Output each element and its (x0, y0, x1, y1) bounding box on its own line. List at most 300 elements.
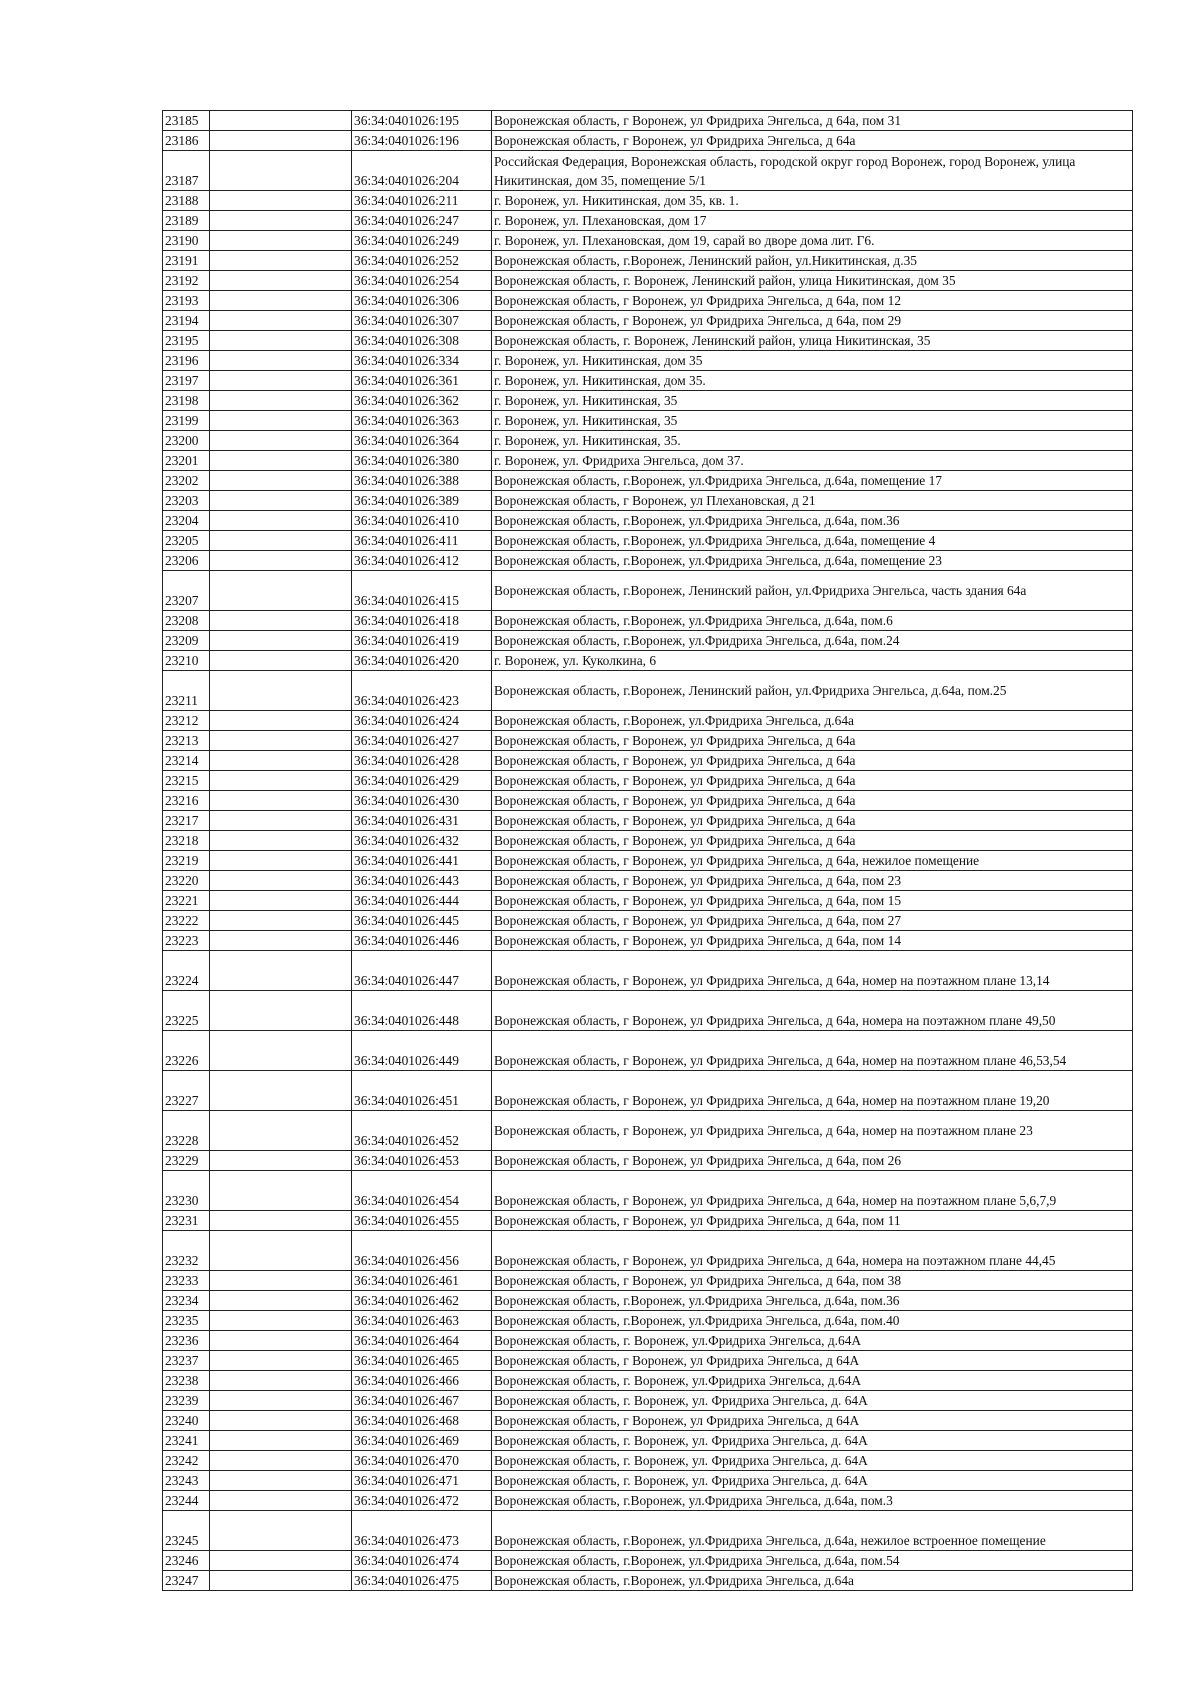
row-number-cell: 23188 (163, 191, 210, 211)
row-number-cell: 23193 (163, 291, 210, 311)
cadastral-number-cell: 36:34:0401026:363 (352, 411, 492, 431)
cadastral-number-cell: 36:34:0401026:420 (352, 651, 492, 671)
row-number-cell: 23204 (163, 511, 210, 531)
cadastral-number-cell: 36:34:0401026:307 (352, 311, 492, 331)
row-number-cell: 23232 (163, 1231, 210, 1271)
cadastral-number-cell: 36:34:0401026:453 (352, 1151, 492, 1171)
table-row (163, 1451, 1133, 1471)
blank-cell (210, 1151, 352, 1171)
cadastral-number-cell: 36:34:0401026:388 (352, 471, 492, 491)
registry-table (162, 110, 1133, 1591)
row-number-cell: 23231 (163, 1211, 210, 1231)
blank-cell (210, 351, 352, 371)
address-cell: Воронежская область, г Воронеж, ул Фридриха Энгельса, д 64а, пом 23 (492, 871, 1133, 891)
table-row (163, 751, 1133, 771)
table-row (163, 511, 1133, 531)
registry-table-body (163, 111, 1133, 1591)
cadastral-number-cell: 36:34:0401026:469 (352, 1431, 492, 1451)
address-cell: Воронежская область, г Воронеж, ул Фридриха Энгельса, д 64а (492, 771, 1133, 791)
table-row (163, 491, 1133, 511)
cadastral-number-cell: 36:34:0401026:475 (352, 1571, 492, 1591)
address-cell: Воронежская область, г Воронеж, ул Фридриха Энгельса, д 64а, номер на поэтажном плане 23 (492, 1111, 1133, 1151)
cadastral-number-cell: 36:34:0401026:443 (352, 871, 492, 891)
blank-cell (210, 511, 352, 531)
cadastral-number-cell: 36:34:0401026:249 (352, 231, 492, 251)
table-row (163, 1411, 1133, 1431)
blank-cell (210, 931, 352, 951)
table-row (163, 871, 1133, 891)
blank-cell (210, 1551, 352, 1571)
address-cell: Воронежская область, г. Воронеж, ул. Фридриха Энгельса, д. 64А (492, 1391, 1133, 1411)
address-cell: Воронежская область, г. Воронеж, ул.Фридриха Энгельса, д.64А (492, 1331, 1133, 1351)
table-row (163, 931, 1133, 951)
cadastral-number-cell: 36:34:0401026:471 (352, 1471, 492, 1491)
table-row (163, 1571, 1133, 1591)
blank-cell (210, 831, 352, 851)
blank-cell (210, 471, 352, 491)
address-cell: г. Воронеж, ул. Никитинская, дом 35. (492, 371, 1133, 391)
cadastral-number-cell: 36:34:0401026:429 (352, 771, 492, 791)
blank-cell (210, 1071, 352, 1111)
address-cell: Воронежская область, г.Воронеж, Ленинский район, ул.Никитинская, д.35 (492, 251, 1133, 271)
address-cell: Воронежская область, г Воронеж, ул Фридриха Энгельса, д 64а (492, 811, 1133, 831)
cadastral-number-cell: 36:34:0401026:449 (352, 1031, 492, 1071)
blank-cell (210, 151, 352, 191)
address-cell: Воронежская область, г Воронеж, ул Фридриха Энгельса, д 64а, номер на поэтажном плане 19,20 (492, 1071, 1133, 1111)
row-number-cell: 23235 (163, 1311, 210, 1331)
address-cell: г. Воронеж, ул. Фридриха Энгельса, дом 37. (492, 451, 1133, 471)
blank-cell (210, 231, 352, 251)
address-cell: Воронежская область, г Воронеж, ул Фридриха Энгельса, д 64а, пом 29 (492, 311, 1133, 331)
address-cell: г. Воронеж, ул. Никитинская, дом 35 (492, 351, 1133, 371)
table-row (163, 731, 1133, 751)
address-cell: Воронежская область, г. Воронеж, ул.Фридриха Энгельса, д.64А (492, 1371, 1133, 1391)
address-cell: Воронежская область, г Воронеж, ул Фридриха Энгельса, д 64А (492, 1351, 1133, 1371)
table-row (163, 1471, 1133, 1491)
address-cell: Воронежская область, г Воронеж, ул Фридриха Энгельса, д 64а (492, 831, 1133, 851)
blank-cell (210, 131, 352, 151)
blank-cell (210, 291, 352, 311)
row-number-cell: 23207 (163, 571, 210, 611)
address-cell: Воронежская область, г.Воронеж, ул.Фридриха Энгельса, д.64а, помещение 17 (492, 471, 1133, 491)
blank-cell (210, 711, 352, 731)
address-cell: Воронежская область, г.Воронеж, Ленинский район, ул.Фридриха Энгельса, часть здания 64а (492, 571, 1133, 611)
cadastral-number-cell: 36:34:0401026:456 (352, 1231, 492, 1271)
blank-cell (210, 1471, 352, 1491)
cadastral-number-cell: 36:34:0401026:447 (352, 951, 492, 991)
blank-cell (210, 891, 352, 911)
blank-cell (210, 311, 352, 331)
row-number-cell: 23220 (163, 871, 210, 891)
blank-cell (210, 731, 352, 751)
cadastral-number-cell: 36:34:0401026:411 (352, 531, 492, 551)
cadastral-number-cell: 36:34:0401026:452 (352, 1111, 492, 1151)
cadastral-number-cell: 36:34:0401026:444 (352, 891, 492, 911)
blank-cell (210, 571, 352, 611)
row-number-cell: 23246 (163, 1551, 210, 1571)
cadastral-number-cell: 36:34:0401026:467 (352, 1391, 492, 1411)
row-number-cell: 23190 (163, 231, 210, 251)
cadastral-number-cell: 36:34:0401026:362 (352, 391, 492, 411)
row-number-cell: 23234 (163, 1291, 210, 1311)
table-row (163, 571, 1133, 611)
address-cell: Воронежская область, г.Воронеж, ул.Фридриха Энгельса, д.64а (492, 1571, 1133, 1591)
address-cell: Воронежская область, г Воронеж, ул Фридриха Энгельса, д 64а, нежилое помещение (492, 851, 1133, 871)
address-cell: Воронежская область, г. Воронеж, Ленинский район, улица Никитинская, 35 (492, 331, 1133, 351)
cadastral-number-cell: 36:34:0401026:432 (352, 831, 492, 851)
table-row (163, 1431, 1133, 1451)
cadastral-number-cell: 36:34:0401026:448 (352, 991, 492, 1031)
blank-cell (210, 551, 352, 571)
table-row (163, 651, 1133, 671)
row-number-cell: 23229 (163, 1151, 210, 1171)
cadastral-number-cell: 36:34:0401026:308 (352, 331, 492, 351)
blank-cell (210, 1311, 352, 1331)
blank-cell (210, 751, 352, 771)
blank-cell (210, 1571, 352, 1591)
blank-cell (210, 1411, 352, 1431)
address-cell: г. Воронеж, ул. Куколкина, 6 (492, 651, 1133, 671)
row-number-cell: 23247 (163, 1571, 210, 1591)
blank-cell (210, 1391, 352, 1411)
row-number-cell: 23194 (163, 311, 210, 331)
address-cell: Воронежская область, г Воронеж, ул Фридриха Энгельса, д 64а, пом 12 (492, 291, 1133, 311)
address-cell: Воронежская область, г Воронеж, ул Фридриха Энгельса, д 64а, пом 27 (492, 911, 1133, 931)
address-cell: г. Воронеж, ул. Никитинская, 35. (492, 431, 1133, 451)
table-row (163, 311, 1133, 331)
blank-cell (210, 951, 352, 991)
cadastral-number-cell: 36:34:0401026:473 (352, 1511, 492, 1551)
cadastral-number-cell: 36:34:0401026:195 (352, 111, 492, 131)
blank-cell (210, 671, 352, 711)
row-number-cell: 23237 (163, 1351, 210, 1371)
table-row (163, 1071, 1133, 1111)
blank-cell (210, 1491, 352, 1511)
address-cell: Воронежская область, г Воронеж, ул Фридриха Энгельса, д 64а, пом 11 (492, 1211, 1133, 1231)
blank-cell (210, 1371, 352, 1391)
table-row (163, 151, 1133, 191)
cadastral-number-cell: 36:34:0401026:463 (352, 1311, 492, 1331)
row-number-cell: 23185 (163, 111, 210, 131)
table-row (163, 1211, 1133, 1231)
row-number-cell: 23233 (163, 1271, 210, 1291)
row-number-cell: 23195 (163, 331, 210, 351)
cadastral-number-cell: 36:34:0401026:424 (352, 711, 492, 731)
blank-cell (210, 411, 352, 431)
row-number-cell: 23206 (163, 551, 210, 571)
table-row (163, 191, 1133, 211)
address-cell: Воронежская область, г.Воронеж, ул.Фридриха Энгельса, д.64а, нежилое встроенное помещение (492, 1511, 1133, 1551)
row-number-cell: 23214 (163, 751, 210, 771)
address-cell: Воронежская область, г.Воронеж, ул.Фридриха Энгельса, д.64а, пом.40 (492, 1311, 1133, 1331)
row-number-cell: 23219 (163, 851, 210, 871)
cadastral-number-cell: 36:34:0401026:418 (352, 611, 492, 631)
row-number-cell: 23192 (163, 271, 210, 291)
table-row (163, 1111, 1133, 1151)
table-row (163, 1031, 1133, 1071)
address-cell: Воронежская область, г.Воронеж, ул.Фридриха Энгельса, д.64а, помещение 4 (492, 531, 1133, 551)
row-number-cell: 23200 (163, 431, 210, 451)
cadastral-number-cell: 36:34:0401026:415 (352, 571, 492, 611)
cadastral-number-cell: 36:34:0401026:364 (352, 431, 492, 451)
table-row (163, 1551, 1133, 1571)
cadastral-number-cell: 36:34:0401026:252 (352, 251, 492, 271)
cadastral-number-cell: 36:34:0401026:361 (352, 371, 492, 391)
address-cell: Воронежская область, г.Воронеж, ул.Фридриха Энгельса, д.64а, помещение 23 (492, 551, 1133, 571)
blank-cell (210, 451, 352, 471)
blank-cell (210, 191, 352, 211)
row-number-cell: 23240 (163, 1411, 210, 1431)
cadastral-number-cell: 36:34:0401026:455 (352, 1211, 492, 1231)
table-row (163, 1311, 1133, 1331)
table-row (163, 351, 1133, 371)
blank-cell (210, 491, 352, 511)
cadastral-number-cell: 36:34:0401026:254 (352, 271, 492, 291)
row-number-cell: 23228 (163, 1111, 210, 1151)
row-number-cell: 23203 (163, 491, 210, 511)
address-cell: Воронежская область, г.Воронеж, ул.Фридриха Энгельса, д.64а, пом.24 (492, 631, 1133, 651)
cadastral-number-cell: 36:34:0401026:380 (352, 451, 492, 471)
cadastral-number-cell: 36:34:0401026:451 (352, 1071, 492, 1111)
row-number-cell: 23198 (163, 391, 210, 411)
blank-cell (210, 1351, 352, 1371)
blank-cell (210, 1171, 352, 1211)
address-cell: Воронежская область, г. Воронеж, ул. Фридриха Энгельса, д. 64А (492, 1471, 1133, 1491)
blank-cell (210, 991, 352, 1031)
row-number-cell: 23196 (163, 351, 210, 371)
blank-cell (210, 1291, 352, 1311)
address-cell: Воронежская область, г Воронеж, ул Фридриха Энгельса, д 64а (492, 751, 1133, 771)
cadastral-number-cell: 36:34:0401026:211 (352, 191, 492, 211)
row-number-cell: 23245 (163, 1511, 210, 1551)
table-row (163, 1291, 1133, 1311)
table-row (163, 891, 1133, 911)
row-number-cell: 23227 (163, 1071, 210, 1111)
row-number-cell: 23202 (163, 471, 210, 491)
address-cell: Воронежская область, г Воронеж, ул Фридриха Энгельса, д 64а, номер на поэтажном плане 5,6,7,9 (492, 1171, 1133, 1211)
cadastral-number-cell: 36:34:0401026:430 (352, 791, 492, 811)
address-cell: Воронежская область, г Воронеж, ул Фридриха Энгельса, д 64а, номер на поэтажном плане 13,14 (492, 951, 1133, 991)
table-row (163, 331, 1133, 351)
address-cell: Воронежская область, г.Воронеж, ул.Фридриха Энгельса, д.64а (492, 711, 1133, 731)
row-number-cell: 23244 (163, 1491, 210, 1511)
table-row (163, 1391, 1133, 1411)
address-cell: Воронежская область, г Воронеж, ул Фридриха Энгельса, д 64а (492, 731, 1133, 751)
table-row (163, 631, 1133, 651)
row-number-cell: 23211 (163, 671, 210, 711)
table-row (163, 251, 1133, 271)
address-cell: Воронежская область, г Воронеж, ул Фридриха Энгельса, д 64А (492, 1411, 1133, 1431)
cadastral-number-cell: 36:34:0401026:445 (352, 911, 492, 931)
table-row (163, 951, 1133, 991)
cadastral-number-cell: 36:34:0401026:470 (352, 1451, 492, 1471)
table-row (163, 1511, 1133, 1551)
address-cell: Воронежская область, г Воронеж, ул Плехановская, д 21 (492, 491, 1133, 511)
row-number-cell: 23191 (163, 251, 210, 271)
address-cell: г. Воронеж, ул. Плехановская, дом 17 (492, 211, 1133, 231)
row-number-cell: 23212 (163, 711, 210, 731)
blank-cell (210, 871, 352, 891)
table-row (163, 1151, 1133, 1171)
table-row (163, 211, 1133, 231)
table-row (163, 1171, 1133, 1211)
cadastral-number-cell: 36:34:0401026:412 (352, 551, 492, 571)
table-row (163, 131, 1133, 151)
address-cell: Воронежская область, г Воронеж, ул Фридриха Энгельса, д 64а, пом 15 (492, 891, 1133, 911)
cadastral-number-cell: 36:34:0401026:466 (352, 1371, 492, 1391)
cadastral-number-cell: 36:34:0401026:306 (352, 291, 492, 311)
cadastral-number-cell: 36:34:0401026:428 (352, 751, 492, 771)
row-number-cell: 23209 (163, 631, 210, 651)
blank-cell (210, 1271, 352, 1291)
table-row (163, 711, 1133, 731)
address-cell: Воронежская область, г Воронеж, ул Фридриха Энгельса, д 64а, номера на поэтажном плане 44,45 (492, 1231, 1133, 1271)
row-number-cell: 23216 (163, 791, 210, 811)
blank-cell (210, 1511, 352, 1551)
address-cell: Воронежская область, г Воронеж, ул Фридриха Энгельса, д 64а (492, 131, 1133, 151)
blank-cell (210, 791, 352, 811)
blank-cell (210, 1431, 352, 1451)
cadastral-number-cell: 36:34:0401026:247 (352, 211, 492, 231)
address-cell: Воронежская область, г.Воронеж, ул.Фридриха Энгельса, д.64а, пом.6 (492, 611, 1133, 631)
cadastral-number-cell: 36:34:0401026:419 (352, 631, 492, 651)
row-number-cell: 23199 (163, 411, 210, 431)
cadastral-number-cell: 36:34:0401026:461 (352, 1271, 492, 1291)
row-number-cell: 23187 (163, 151, 210, 191)
row-number-cell: 23242 (163, 1451, 210, 1471)
cadastral-number-cell: 36:34:0401026:204 (352, 151, 492, 191)
row-number-cell: 23221 (163, 891, 210, 911)
blank-cell (210, 271, 352, 291)
table-row (163, 671, 1133, 711)
blank-cell (210, 771, 352, 791)
table-row (163, 1351, 1133, 1371)
table-row (163, 1231, 1133, 1271)
table-row (163, 1331, 1133, 1351)
address-cell: Воронежская область, г Воронеж, ул Фридриха Энгельса, д 64а, пом 31 (492, 111, 1133, 131)
table-row (163, 291, 1133, 311)
table-row (163, 451, 1133, 471)
cadastral-number-cell: 36:34:0401026:389 (352, 491, 492, 511)
row-number-cell: 23226 (163, 1031, 210, 1071)
row-number-cell: 23217 (163, 811, 210, 831)
row-number-cell: 23223 (163, 931, 210, 951)
blank-cell (210, 851, 352, 871)
cadastral-number-cell: 36:34:0401026:462 (352, 1291, 492, 1311)
table-row (163, 531, 1133, 551)
blank-cell (210, 811, 352, 831)
table-row (163, 991, 1133, 1031)
cadastral-number-cell: 36:34:0401026:474 (352, 1551, 492, 1571)
address-cell: Воронежская область, г.Воронеж, ул.Фридриха Энгельса, д.64а, пом.36 (492, 1291, 1133, 1311)
address-cell: Российская Федерация, Воронежская область, городской округ город Воронеж, город Воронеж, улица Никитинская, дом 35, помещение 5/1 (492, 151, 1133, 191)
row-number-cell: 23189 (163, 211, 210, 231)
blank-cell (210, 631, 352, 651)
table-row (163, 771, 1133, 791)
table-row (163, 471, 1133, 491)
blank-cell (210, 391, 352, 411)
table-row (163, 1371, 1133, 1391)
blank-cell (210, 1451, 352, 1471)
row-number-cell: 23197 (163, 371, 210, 391)
blank-cell (210, 431, 352, 451)
row-number-cell: 23224 (163, 951, 210, 991)
blank-cell (210, 1211, 352, 1231)
table-row (163, 911, 1133, 931)
row-number-cell: 23243 (163, 1471, 210, 1491)
cadastral-number-cell: 36:34:0401026:410 (352, 511, 492, 531)
address-cell: Воронежская область, г Воронеж, ул Фридриха Энгельса, д 64а, пом 26 (492, 1151, 1133, 1171)
row-number-cell: 23225 (163, 991, 210, 1031)
cadastral-number-cell: 36:34:0401026:427 (352, 731, 492, 751)
blank-cell (210, 111, 352, 131)
row-number-cell: 23213 (163, 731, 210, 751)
cadastral-number-cell: 36:34:0401026:431 (352, 811, 492, 831)
blank-cell (210, 611, 352, 631)
cadastral-number-cell: 36:34:0401026:446 (352, 931, 492, 951)
table-row (163, 411, 1133, 431)
address-cell: Воронежская область, г.Воронеж, Ленинский район, ул.Фридриха Энгельса, д.64а, пом.25 (492, 671, 1133, 711)
row-number-cell: 23241 (163, 1431, 210, 1451)
address-cell: Воронежская область, г Воронеж, ул Фридриха Энгельса, д 64а (492, 791, 1133, 811)
row-number-cell: 23201 (163, 451, 210, 471)
table-row (163, 791, 1133, 811)
cadastral-number-cell: 36:34:0401026:334 (352, 351, 492, 371)
table-row (163, 811, 1133, 831)
address-cell: г. Воронеж, ул. Никитинская, 35 (492, 391, 1133, 411)
table-row (163, 111, 1133, 131)
blank-cell (210, 211, 352, 231)
address-cell: Воронежская область, г.Воронеж, ул.Фридриха Энгельса, д.64а, пом.54 (492, 1551, 1133, 1571)
blank-cell (210, 911, 352, 931)
table-row (163, 611, 1133, 631)
address-cell: Воронежская область, г. Воронеж, ул. Фридриха Энгельса, д. 64А (492, 1451, 1133, 1471)
table-row (163, 851, 1133, 871)
row-number-cell: 23222 (163, 911, 210, 931)
blank-cell (210, 531, 352, 551)
address-cell: Воронежская область, г Воронеж, ул Фридриха Энгельса, д 64а, пом 14 (492, 931, 1133, 951)
address-cell: Воронежская область, г.Воронеж, ул.Фридриха Энгельса, д.64а, пом.36 (492, 511, 1133, 531)
cadastral-number-cell: 36:34:0401026:423 (352, 671, 492, 711)
table-row (163, 231, 1133, 251)
cadastral-number-cell: 36:34:0401026:441 (352, 851, 492, 871)
address-cell: Воронежская область, г Воронеж, ул Фридриха Энгельса, д 64а, номер на поэтажном плане 46,53,54 (492, 1031, 1133, 1071)
row-number-cell: 23215 (163, 771, 210, 791)
blank-cell (210, 1111, 352, 1151)
cadastral-number-cell: 36:34:0401026:468 (352, 1411, 492, 1431)
address-cell: Воронежская область, г. Воронеж, ул. Фридриха Энгельса, д. 64А (492, 1431, 1133, 1451)
address-cell: г. Воронеж, ул. Никитинская, 35 (492, 411, 1133, 431)
table-row (163, 551, 1133, 571)
row-number-cell: 23230 (163, 1171, 210, 1211)
table-row (163, 371, 1133, 391)
blank-cell (210, 1031, 352, 1071)
cadastral-number-cell: 36:34:0401026:472 (352, 1491, 492, 1511)
table-row (163, 1491, 1133, 1511)
row-number-cell: 23186 (163, 131, 210, 151)
row-number-cell: 23239 (163, 1391, 210, 1411)
row-number-cell: 23210 (163, 651, 210, 671)
blank-cell (210, 651, 352, 671)
cadastral-number-cell: 36:34:0401026:196 (352, 131, 492, 151)
address-cell: Воронежская область, г Воронеж, ул Фридриха Энгельса, д 64а, номера на поэтажном плане 49,50 (492, 991, 1133, 1031)
table-row (163, 431, 1133, 451)
table-row (163, 391, 1133, 411)
row-number-cell: 23238 (163, 1371, 210, 1391)
blank-cell (210, 1231, 352, 1271)
blank-cell (210, 1331, 352, 1351)
row-number-cell: 23208 (163, 611, 210, 631)
